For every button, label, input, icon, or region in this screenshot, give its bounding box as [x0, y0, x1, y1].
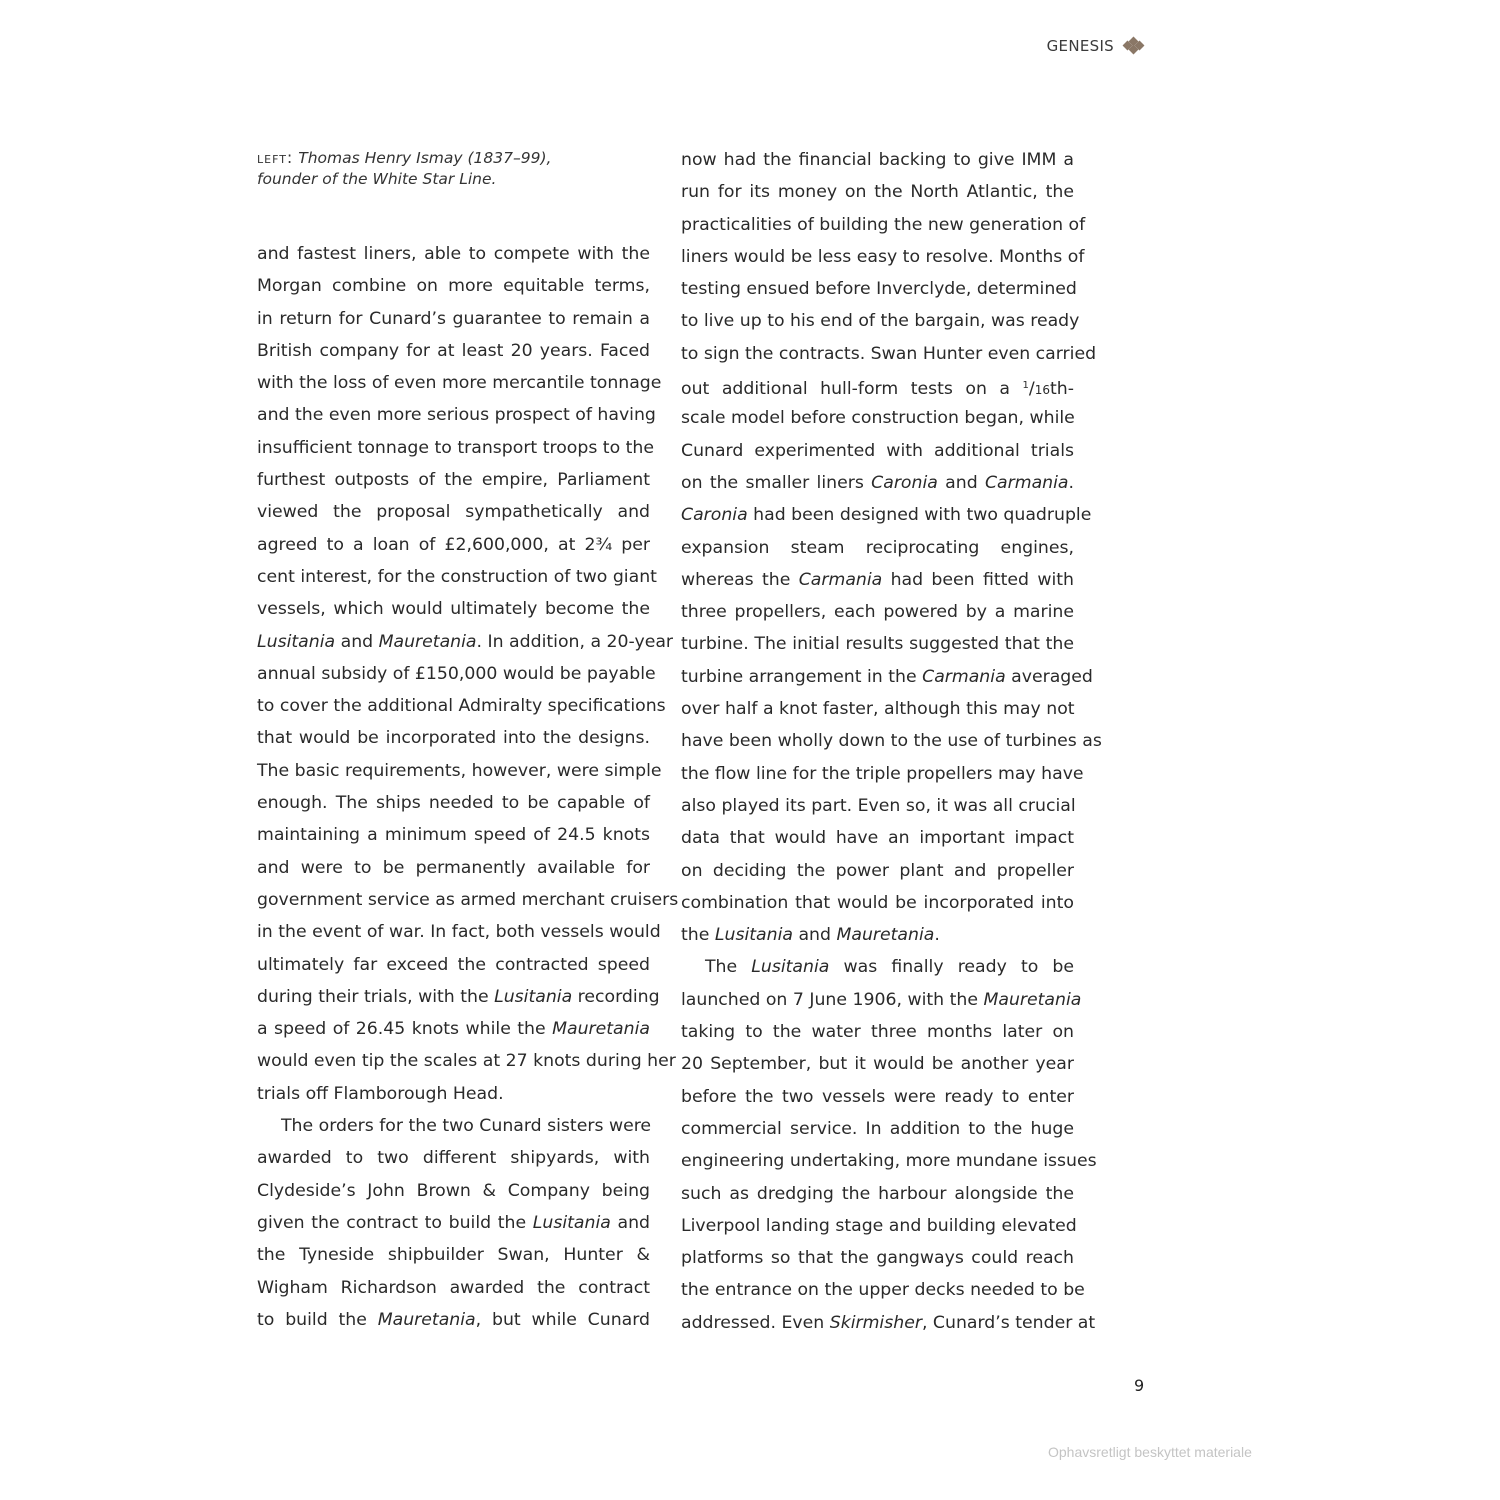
text-line: agreed to a loan of £2,600,000, at 2¾ per	[257, 534, 650, 555]
text-line: furthest outposts of the empire, Parliament	[257, 470, 650, 491]
text-line: combination that would be incorporated into	[681, 892, 1074, 913]
text-line: The Lusitania was finally ready to be	[705, 957, 1075, 978]
text-line: 20 September, but it would be another year	[681, 1054, 1074, 1075]
text-line: in return for Cunard’s guarantee to remain a	[257, 308, 650, 329]
text-line: practicalities of building the new generation of	[681, 214, 1086, 235]
copyright-watermark: Ophavsretligt beskyttet materiale	[1048, 1444, 1252, 1460]
running-header	[1047, 37, 1146, 55]
text-line: British company for at least 20 years. Faced	[257, 340, 650, 361]
text-line: would even tip the scales at 27 knots during her	[257, 1051, 676, 1072]
text-line: also played its part. Even so, it was all crucial	[681, 795, 1076, 816]
image-caption	[257, 147, 657, 190]
text-line: given the contract to build the Lusitania and	[257, 1212, 650, 1233]
body-column-right	[681, 144, 1102, 1339]
text-line: annual subsidy of £150,000 would be payable	[257, 663, 656, 684]
text-line: testing ensued before Inverclyde, determined	[681, 279, 1077, 300]
text-line: government service as armed merchant cruisers	[257, 889, 679, 910]
text-line: during their trials, with the Lusitania recording	[257, 986, 660, 1007]
text-line: taking to the water three months later on	[681, 1022, 1074, 1043]
text-line: turbine arrangement in the Carmania averaged	[681, 666, 1093, 687]
text-line: turbine. The initial results suggested that the	[681, 634, 1074, 655]
text-line: the flow line for the triple propellers may have	[681, 763, 1084, 784]
text-line: to cover the additional Admiralty specifications	[257, 696, 666, 717]
caption-line: Thomas Henry Ismay (1837–99),	[298, 149, 552, 167]
text-line: engineering undertaking, more mundane issues	[681, 1151, 1097, 1172]
diamond-cluster-icon	[1122, 38, 1146, 54]
text-line: the entrance on the upper decks needed to be	[681, 1280, 1085, 1301]
text-line: such as dredging the harbour alongside the	[681, 1183, 1074, 1204]
caption-lead: left:	[257, 148, 294, 167]
text-line: Wigham Richardson awarded the contract	[257, 1277, 650, 1298]
text-line: data that would have an important impact	[681, 828, 1074, 849]
text-line: run for its money on the North Atlantic, the	[681, 182, 1074, 203]
text-line: trials off Flamborough Head.	[257, 1083, 504, 1104]
text-line: expansion steam reciprocating engines,	[681, 537, 1074, 558]
text-line: commercial service. In addition to the huge	[681, 1118, 1074, 1139]
text-line: on the smaller liners Caronia and Carmania.	[681, 472, 1075, 493]
text-line: The orders for the two Cunard sisters were	[281, 1116, 652, 1137]
text-line: and the even more serious prospect of having	[257, 405, 656, 426]
text-line: have been wholly down to the use of turbines as	[681, 731, 1102, 752]
text-line: awarded to two different shipyards, with	[257, 1148, 650, 1169]
text-line: Cunard experimented with additional trials	[681, 440, 1074, 461]
text-line: a speed of 26.45 knots while the Mauretania	[257, 1019, 650, 1040]
text-line: liners would be less easy to resolve. Months of	[681, 246, 1085, 267]
text-line: addressed. Even Skirmisher, Cunard’s tender at	[681, 1312, 1096, 1333]
text-line: and were to be permanently available for	[257, 857, 650, 878]
text-line: insufficient tonnage to transport troops to the	[257, 437, 655, 458]
text-line: ultimately far exceed the contracted speed	[257, 954, 650, 975]
text-line: The basic requirements, however, were simple	[257, 760, 662, 781]
text-line: platforms so that the gangways could reach	[681, 1248, 1074, 1269]
text-line: Caronia had been designed with two quadruple	[681, 505, 1092, 526]
text-line: the Tyneside shipbuilder Swan, Hunter &	[257, 1245, 650, 1266]
text-line: in the event of war. In fact, both vessels would	[257, 922, 661, 943]
text-line: three propellers, each powered by a marine	[681, 602, 1074, 623]
text-line: over half a knot faster, although this may not	[681, 699, 1075, 720]
body-column-left	[257, 238, 679, 1336]
text-line: Morgan combine on more equitable terms,	[257, 276, 650, 297]
text-line: Liverpool landing stage and building elevated	[681, 1215, 1077, 1236]
text-line: vessels, which would ultimately become the	[257, 599, 650, 620]
text-line: on deciding the power plant and propeller	[681, 860, 1074, 881]
text-line: cent interest, for the construction of two giant	[257, 566, 657, 587]
text-line: that would be incorporated into the designs.	[257, 728, 650, 749]
page-number: 9	[1134, 1376, 1145, 1395]
text-line: the Lusitania and Mauretania.	[681, 925, 940, 946]
running-header-title: GENESIS	[1046, 37, 1114, 55]
text-line: with the loss of even more mercantile tonnage	[257, 373, 662, 394]
text-line: launched on 7 June 1906, with the Mauretania	[681, 989, 1082, 1010]
text-line: maintaining a minimum speed of 24.5 knots	[257, 825, 650, 846]
text-line: to build the Mauretania, but while Cunard	[257, 1309, 651, 1330]
text-line: scale model before construction began, while	[681, 408, 1075, 429]
text-line: out additional hull-form tests on a $^1$/16th-	[681, 379, 1074, 400]
text-line: now had the financial backing to give IMM a	[681, 150, 1074, 170]
text-line: viewed the proposal sympathetically and	[257, 502, 650, 523]
text-line: Lusitania and Mauretania. In addition, a 20-year	[257, 631, 674, 652]
text-line: Clydeside’s John Brown & Company being	[257, 1180, 650, 1201]
caption-line: founder of the White Star Line.	[257, 170, 497, 188]
text-line: whereas the Carmania had been fitted with	[681, 569, 1074, 590]
text-line: to sign the contracts. Swan Hunter even carried	[681, 343, 1097, 364]
text-line: before the two vessels were ready to enter	[681, 1086, 1074, 1107]
text-line: enough. The ships needed to be capable of	[257, 793, 650, 814]
text-line: to live up to his end of the bargain, was ready	[681, 311, 1080, 332]
text-line: and fastest liners, able to compete with the	[257, 244, 650, 264]
